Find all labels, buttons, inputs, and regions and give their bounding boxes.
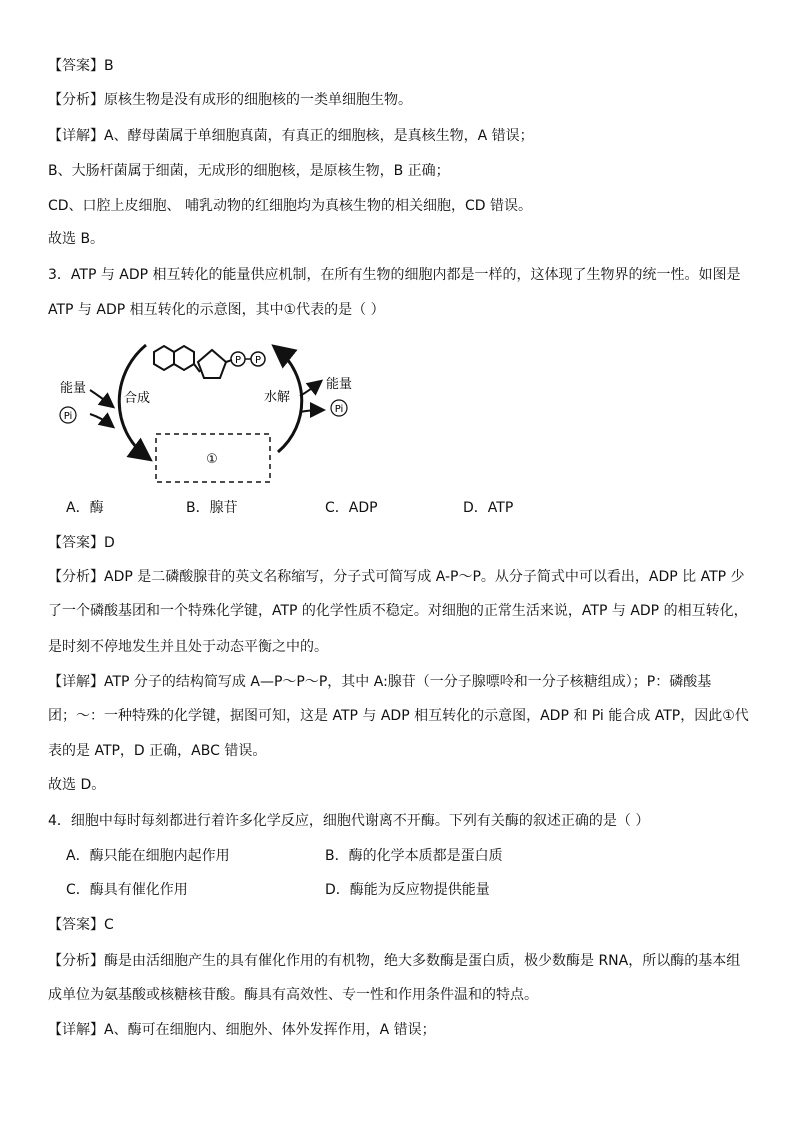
input-arrow — [90, 414, 112, 426]
pi-label: Pi — [63, 411, 73, 422]
detail-line: 【详解】A、酵母菌属于单细胞真菌，有真正的细胞核，是真核生物，A 错误； — [48, 128, 534, 144]
answer-line: 【答案】C — [48, 917, 114, 933]
option-d: D．酶能为反应物提供能量 — [325, 882, 490, 898]
answer-line: 【答案】D — [48, 535, 115, 551]
energy-label: 能量 — [60, 381, 87, 396]
question-stem: 4．细胞中每时每刻都进行着许多化学反应，细胞代谢离不开酶。下列有关酶的叙述正确的是（ ） — [48, 813, 650, 829]
option-a: A．酶只能在细胞内起作用 — [66, 848, 230, 864]
output-arrow — [300, 382, 320, 396]
energy-label: 能量 — [326, 377, 353, 392]
analysis-line: 【分析】酶是由活细胞产生的具有催化作用的有机物，绝大多数酶是蛋白质，极少数酶是 RNA，所以酶的基本组 — [48, 953, 741, 969]
question-stem: 3．ATP 与 ADP 相互转化的能量供应机制，在所有生物的细胞内都是一样的，这体现了生物界的统一性。如图是 — [48, 267, 741, 283]
detail-line: 团；～：一种特殊的化学键，据图可知，这是 ATP 与 ADP 相互转化的示意图，ADP 和 Pi 能合成 ATP，因此①代 — [48, 708, 749, 724]
atp-adp-diagram — [48, 330, 368, 490]
adenine-ring-icon — [174, 346, 194, 370]
option-b: B．腺苷 — [186, 500, 238, 516]
phosphate-label: P — [254, 355, 262, 366]
input-arrow — [90, 390, 112, 406]
analysis-line: 成单位为氨基酸或核糖核苷酸。酶具有高效性、专一性和作用条件温和的特点。 — [48, 987, 538, 1003]
phosphate-label: P — [234, 355, 242, 366]
conclusion-line: 故选 B。 — [48, 231, 105, 247]
pi-label: Pi — [334, 404, 344, 415]
analysis-line: 是时刻不停地发生并且处于动态平衡之中的。 — [48, 639, 328, 655]
synthesis-label: 合成 — [124, 391, 151, 406]
analysis-line: 【分析】原核生物是没有成形的细胞核的一类单细胞生物。 — [48, 92, 412, 108]
ribose-pentagon-icon — [198, 350, 226, 378]
answer-line: 【答案】B — [48, 58, 114, 74]
question-stem: ATP 与 ADP 相互转化的示意图，其中①代表的是（ ） — [48, 302, 385, 318]
detail-line: 表的是 ATP，D 正确，ABC 错误。 — [48, 743, 267, 759]
option-c: C．ADP — [325, 500, 378, 516]
option-d: D．ATP — [463, 500, 514, 516]
analysis-line: 【分析】ADP 是二磷酸腺苷的英文名称缩写，分子式可简写成 A-P～P。从分子简式中可以看出，ADP 比 ATP 少 — [48, 569, 745, 585]
box-label: ① — [206, 452, 218, 467]
hydrolysis-label: 水解 — [264, 390, 291, 405]
option-b: B．酶的化学本质都是蛋白质 — [325, 848, 503, 864]
adenine-ring-icon — [154, 346, 174, 370]
detail-line: 【详解】ATP 分子的结构简写成 A—P～P～P，其中 A:腺苷（一分子腺嘌呤和一分子核糖组成）；P：磷酸基 — [48, 674, 712, 690]
analysis-line: 了一个磷酸基团和一个特殊化学键，ATP 的化学性质不稳定。对细胞的正常生活来说，ATP 与 ADP 的相互转化， — [48, 603, 748, 619]
conclusion-line: 故选 D。 — [48, 777, 106, 793]
option-c: C．酶具有催化作用 — [66, 882, 188, 898]
detail-line: CD、口腔上皮细胞、 哺乳动物的红细胞均为真核生物的相关细胞，CD 错误。 — [48, 198, 533, 214]
detail-line: 【详解】A、酶可在细胞内、细胞外、体外发挥作用，A 错误； — [48, 1022, 436, 1038]
option-a: A．酶 — [66, 500, 104, 516]
detail-line: B、大肠杆菌属于细菌，无成形的细胞核，是原核生物，B 正确； — [48, 163, 450, 179]
output-arrow — [300, 410, 322, 412]
